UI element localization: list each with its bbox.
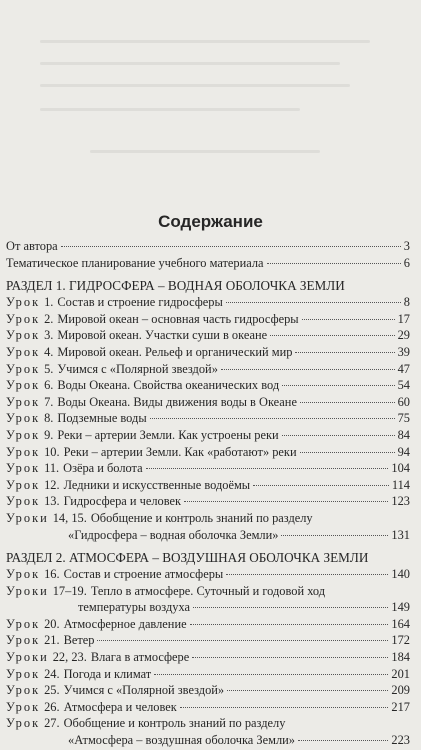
entry-page: 223 — [391, 733, 410, 748]
lesson-label: Урок — [6, 716, 41, 731]
toc-entry-continuation[interactable] — [6, 732, 410, 749]
toc-entry-lesson[interactable] — [6, 682, 410, 699]
lesson-title-continued: «Гидросфера – водная оболочка Земли» — [68, 527, 279, 542]
leader-dots — [295, 352, 394, 353]
leader-dots — [221, 369, 395, 370]
table-of-contents — [6, 238, 410, 749]
lesson-number: 4. — [44, 344, 54, 359]
lesson-label: Урок — [6, 699, 41, 714]
lesson-title-continued: температуры воздуха — [78, 600, 190, 615]
lesson-label: Урок — [6, 683, 41, 698]
leader-dots — [302, 319, 395, 320]
show-through-line — [40, 40, 370, 43]
lesson-number: 11. — [44, 461, 60, 476]
leader-dots — [253, 485, 389, 486]
entry-page: 29 — [397, 328, 410, 343]
toc-entry-lesson[interactable] — [6, 377, 410, 394]
lesson-title: Ветер — [63, 633, 95, 648]
entry-page: 54 — [397, 378, 410, 393]
toc-entry-lesson[interactable] — [6, 327, 410, 344]
lesson-label: Урок — [6, 461, 41, 476]
lesson-number: 17–19. — [52, 583, 87, 598]
toc-entry-lesson[interactable] — [6, 632, 410, 649]
lesson-number: 27. — [44, 716, 60, 731]
leader-dots — [193, 607, 388, 608]
lesson-number: 7. — [44, 394, 54, 409]
entry-page: 149 — [391, 600, 410, 615]
lesson-label: Урок — [6, 344, 41, 359]
show-through-line — [40, 62, 340, 65]
toc-entry-lesson[interactable] — [6, 715, 410, 732]
entry-page: 6 — [403, 255, 410, 270]
entry-page: 172 — [391, 633, 410, 648]
lesson-label: Урок — [6, 444, 41, 459]
toc-entry-lesson[interactable] — [6, 510, 410, 527]
lesson-label: Уроки — [6, 583, 49, 598]
leader-dots — [300, 452, 395, 453]
section-heading[interactable]: РАЗДЕЛ 1. ГИДРОСФЕРА – ВОДНАЯ ОБОЛОЧКА ЗЕМЛИ — [6, 278, 345, 294]
lesson-title-continued: «Атмосфера – воздушная оболочка Земли» — [68, 733, 295, 748]
toc-entry-continuation[interactable] — [6, 527, 410, 544]
leader-dots — [192, 657, 388, 658]
leader-dots — [190, 624, 389, 625]
lesson-label: Уроки — [6, 650, 49, 665]
leader-dots — [282, 435, 395, 436]
entry-page: 75 — [397, 411, 410, 426]
page-title: Содержание — [158, 212, 263, 231]
lesson-number: 3. — [44, 328, 54, 343]
lesson-label: Урок — [6, 295, 41, 310]
toc-entry-lesson[interactable] — [6, 444, 410, 461]
leader-dots — [300, 402, 395, 403]
lesson-label: Урок — [6, 666, 41, 681]
toc-entry-planning[interactable] — [6, 255, 410, 272]
lesson-title: Влага в атмосфере — [90, 650, 190, 665]
entry-page: 3 — [403, 239, 410, 253]
lesson-label: Уроки — [6, 510, 49, 525]
show-through-line — [40, 108, 300, 111]
lesson-number: 22, 23. — [52, 650, 87, 665]
lesson-title: Реки – артерии Земли. Как «работают» реки — [63, 444, 297, 459]
lesson-label: Урок — [6, 427, 41, 442]
lesson-title: Подземные воды — [57, 411, 147, 426]
lesson-title: Состав и строение атмосферы — [63, 567, 224, 582]
lesson-title: Учимся с «Полярной звездой» — [57, 361, 218, 376]
entry-page: 104 — [391, 461, 410, 476]
leader-dots — [184, 501, 388, 502]
entry-page: 84 — [397, 427, 410, 442]
toc-entry-lesson[interactable] — [6, 294, 410, 311]
toc-entry-lesson[interactable] — [6, 649, 410, 666]
leader-dots — [281, 535, 388, 536]
lesson-label: Урок — [6, 567, 41, 582]
lesson-title: Гидросфера и человек — [63, 494, 182, 509]
lesson-label: Урок — [6, 411, 41, 426]
lesson-title: Реки – артерии Земли. Как устроены реки — [57, 427, 279, 442]
entry-page: 217 — [391, 699, 410, 714]
section-heading[interactable]: РАЗДЕЛ 2. АТМОСФЕРА – ВОЗДУШНАЯ ОБОЛОЧКА ЗЕМЛИ — [6, 550, 369, 566]
lesson-number: 2. — [44, 311, 54, 326]
lesson-number: 10. — [44, 444, 60, 459]
entry-text: От автора — [6, 239, 58, 253]
lesson-title: Мировой океан – основная часть гидросферы — [57, 311, 299, 326]
leader-dots — [150, 418, 395, 419]
lesson-number: 24. — [44, 666, 60, 681]
entry-page: 164 — [391, 616, 410, 631]
entry-page: 201 — [391, 666, 410, 681]
entry-page: 184 — [391, 650, 410, 665]
toc-entry-lesson[interactable] — [6, 394, 410, 411]
lesson-title: Ледники и искусственные водоёмы — [63, 477, 251, 492]
lesson-title: Атмосферное давление — [63, 616, 187, 631]
lesson-title: Атмосфера и человек — [63, 699, 177, 714]
lesson-number: 12. — [44, 477, 60, 492]
leader-dots — [226, 574, 388, 575]
toc-entry-lesson[interactable] — [6, 427, 410, 444]
lesson-number: 6. — [44, 378, 54, 393]
toc-entry-lesson[interactable] — [6, 344, 410, 361]
toc-entry-lesson[interactable] — [6, 566, 410, 583]
toc-entry-lesson[interactable] — [6, 410, 410, 427]
toc-entry-continuation[interactable] — [6, 599, 410, 616]
leader-dots — [97, 640, 388, 641]
entry-page: 209 — [391, 683, 410, 698]
lesson-label: Урок — [6, 494, 41, 509]
toc-entry-author[interactable] — [6, 238, 410, 255]
show-through-line — [40, 84, 350, 87]
lesson-number: 25. — [44, 683, 60, 698]
lesson-number: 26. — [44, 699, 60, 714]
lesson-label: Урок — [6, 378, 41, 393]
lesson-label: Урок — [6, 633, 41, 648]
toc-entry-lesson[interactable] — [6, 666, 410, 683]
lesson-number: 13. — [44, 494, 60, 509]
leader-dots — [270, 335, 395, 336]
lesson-title: Воды Океана. Виды движения воды в Океане — [57, 394, 297, 409]
entry-page: 123 — [391, 494, 410, 509]
leader-dots — [180, 707, 389, 708]
lesson-number: 16. — [44, 567, 60, 582]
entry-page: 47 — [397, 361, 410, 376]
lesson-title: Состав и строение гидросферы — [57, 295, 223, 310]
toc-entry-lesson[interactable] — [6, 311, 410, 328]
lesson-title: Обобщение и контроль знаний по разделу — [63, 716, 286, 731]
lesson-number: 1. — [44, 295, 54, 310]
toc-entry-lesson[interactable] — [6, 616, 410, 633]
lesson-title: Учимся с «Полярной звездой» — [63, 683, 225, 698]
toc-entry-lesson[interactable] — [6, 460, 410, 477]
lesson-title: Мировой океан. Участки суши в океане — [57, 328, 268, 343]
lesson-title: Мировой океан. Рельеф и органический мир — [57, 344, 293, 359]
entry-page: 114 — [391, 477, 410, 492]
show-through-line — [90, 150, 320, 153]
leader-dots — [61, 246, 401, 247]
lesson-title: Обобщение и контроль знаний по разделу — [90, 510, 313, 525]
lesson-number: 5. — [44, 361, 54, 376]
lesson-number: 9. — [44, 427, 54, 442]
toc-entry-lesson[interactable] — [6, 493, 410, 510]
leader-dots — [154, 674, 388, 675]
leader-dots — [227, 690, 388, 691]
lesson-label: Урок — [6, 311, 41, 326]
entry-page: 140 — [391, 567, 410, 582]
lesson-label: Урок — [6, 477, 41, 492]
leader-dots — [267, 263, 401, 264]
toc-entry-lesson[interactable] — [6, 699, 410, 716]
lesson-label: Урок — [6, 616, 41, 631]
entry-page: 60 — [397, 394, 410, 409]
entry-text: Тематическое планирование учебного материала — [6, 255, 264, 270]
lesson-number: 20. — [44, 616, 60, 631]
toc-entry-lesson[interactable] — [6, 583, 410, 600]
lesson-label: Урок — [6, 394, 41, 409]
entry-page: 94 — [397, 444, 410, 459]
lesson-label: Урок — [6, 328, 41, 343]
lesson-number: 14, 15. — [52, 510, 87, 525]
lesson-title: Тепло в атмосфере. Суточный и годовой ход — [90, 583, 326, 598]
leader-dots — [146, 468, 389, 469]
entry-page: 131 — [391, 527, 410, 542]
lesson-title: Воды Океана. Свойства океанических вод — [57, 378, 280, 393]
lesson-label: Урок — [6, 361, 41, 376]
lesson-number: 21. — [44, 633, 60, 648]
lesson-title: Озёра и болота — [63, 461, 143, 476]
toc-entry-lesson[interactable] — [6, 361, 410, 378]
lesson-title: Погода и климат — [63, 666, 152, 681]
toc-entry-lesson[interactable] — [6, 477, 410, 494]
leader-dots — [282, 385, 394, 386]
lesson-number: 8. — [44, 411, 54, 426]
entry-page: 17 — [397, 311, 410, 326]
entry-page: 39 — [397, 344, 410, 359]
leader-dots — [226, 302, 401, 303]
entry-page: 8 — [403, 295, 410, 310]
leader-dots — [298, 740, 388, 741]
